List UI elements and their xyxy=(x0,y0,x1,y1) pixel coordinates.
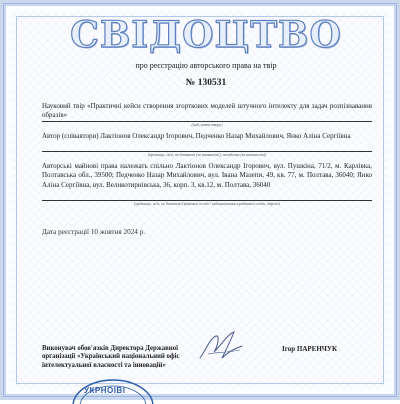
signature-icon xyxy=(196,328,246,364)
certificate-subtitle: про реєстрацію авторського права на твір xyxy=(135,61,277,70)
registration-date: Дата реєстрації 10 жовтня 2024 р. xyxy=(42,228,146,236)
rights-owners: Авторські майнові права належать спільно Лактіонов Олександр Ігорович, вул. Пушкіна, 71/2, м. Карлівка, Полтавська обл., 39500; Педченко Назар Михайлович, вул. Івана Мазепи, 49, кв. 77, м. Полтава, 36040; Янко Аліна Сергіївна, вул. Великотирнівська, 36, корп. 3, кв.12, м. Полтава, 36040 xyxy=(42,162,372,189)
signer-name: Ігор ПАРЕНЧУК xyxy=(282,345,338,353)
certificate-title: СВІДОЦТВО xyxy=(70,14,342,56)
owners-hint: (прізвище, ім'я, по батькові (фізичної особи / найменування юридичної особи, адреса) xyxy=(134,201,280,206)
certificate-number: № 130531 xyxy=(185,78,227,88)
executor-title: Виконувач обов'язків Директора Державної організації «Український національний офіс інтелектуальної власності та інновацій» xyxy=(42,345,180,369)
authors: Автор (співавтори) Лактіонов Олександр Ігорович, Педченко Назар Михайлович, Янко Аліна Сергіївна xyxy=(42,132,351,140)
authors-hint: (прізвище, ім'я, по батькові (за наявності), псевдонім (за наявності)) xyxy=(147,152,267,157)
work-title: Науковий твір «Практичні кейси створення згорткових моделей штучного інтелекту для задач розпізнавання образів» xyxy=(42,102,372,120)
work-hint: (вид, назва твору) xyxy=(191,122,223,127)
seal-text: УКРНОІВІ xyxy=(84,386,126,395)
